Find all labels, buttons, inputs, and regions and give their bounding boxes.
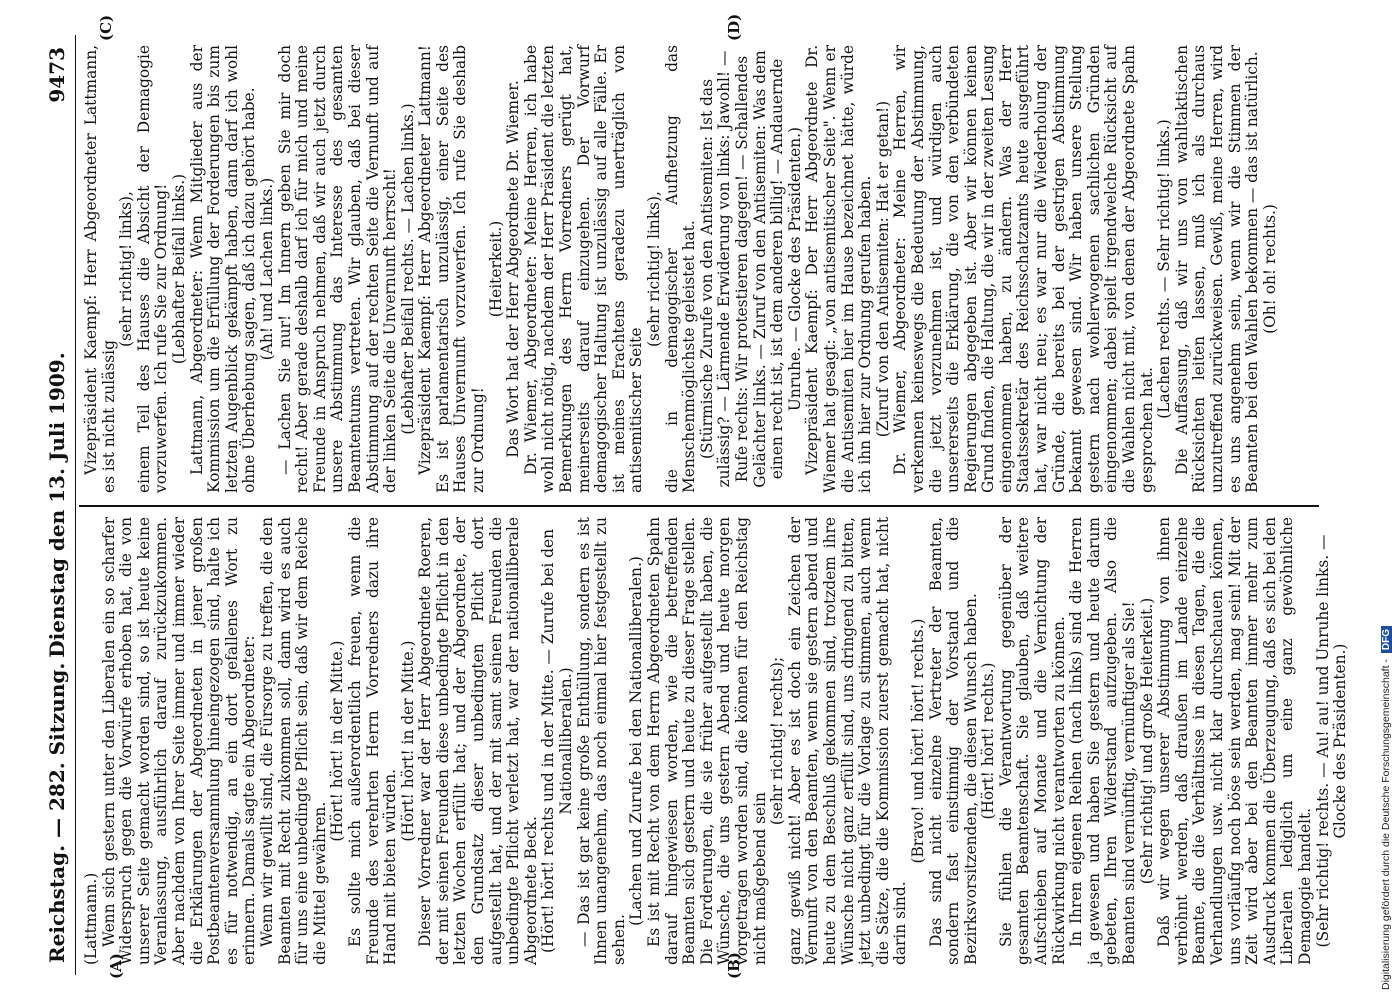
paragraph: Dr. Wiemer, Abgeordneter: Meine Herren, ich habe wohl nicht nötig, nachdem der Herr Präsident die letzten Bemerkungen des Herrn Vorredners gerügt hat, meinerseits darauf einzugehen. Der Vorwurf demagogischer Haltung ist unzulässig auf alle Fälle. Er ist meines Erachtens geradezu unerträglich von antisemitischer Seite (521, 45, 646, 493)
paragraph: Sie fühlen die Verantwortung gegenüber der gesamten Beamtenschaft. Sie glauben, daß weitere Aufschieben auf Monate und die Vernichtung der Rückwirkung nicht verantworten zu können. (996, 517, 1068, 965)
page-header (35, 35, 76, 975)
interjection: (Bravo! und hört! hört! rechts.) (908, 618, 927, 864)
interjection: (Sehr richtig! und große Heiterkeit.) (1137, 597, 1156, 885)
interjection: (Oh! oh! rechts.) (1260, 204, 1279, 334)
interjection: (Hört! hört! rechts.) (979, 662, 998, 820)
margin-mark-a: (A) (107, 953, 125, 979)
paragraph: Das sind nicht einzelne Vertreter der Beamten, sondern fast einstimmig der Vorstand und die Bezirksvorsitzenden, die diesen Wunsch haben. (926, 517, 980, 965)
interjection: (Lachen rechts. — Sehr richtig! links.) (1155, 119, 1174, 419)
interjection: (Hört! hört! in der Mitte.) (398, 640, 417, 842)
paragraph: — Das ist gar keine große Enthüllung, sondern es ist Ihnen unangenehm, das noch einmal hier festgestellt zu sehen. (574, 517, 628, 965)
paragraph: In Ihren eigenen Reihen (nach links) sind die Herren ja gewesen und haben Sie gestern und heute darum gebeten, Ihren Widerstand aufzugeben. Also die Beamten sind vernünftig, vernünftiger als Sie! (1067, 517, 1139, 965)
interjection: (sehr richtig! rechts); (768, 656, 787, 826)
interjection: (Lebhafter Beifall links.) (169, 173, 188, 365)
text-column-right (83, 45, 1313, 493)
paragraph: die in demagogischer Aufhetzung das Menschenmöglichste geleistet hat. (662, 45, 699, 493)
interjection: (sehr richtig! links), (117, 191, 136, 347)
interjection: (Lachen und Zurufe bei den Nationalliberalen.) (627, 556, 646, 926)
text-column-left (82, 517, 1350, 965)
paragraph: Es ist mit Recht von dem Herrn Abgeordneten Spahn darauf hingewiesen worden, wie die betreffenden Beamten sich gestern und heute zu dieser Frage stellen. Die Forderungen, die sie früher aufgestellt haben, die Wünsche, die uns gestern Abend und heute morgen vorgetragen worden sind, die können für den Reichstag nicht maßgebend sein (645, 517, 769, 965)
paragraph: — Lachen Sie nur! Im Innern geben Sie mir doch recht! Aber gerade deshalb darf ich für mich und meine Freunde in Anspruch nehmen, daß wir auch jetzt durch unsere Abstimmung das Interesse des gesamten Beamtentums vertreten. Wir glauben, daß bei dieser Abstimmung auf der rechten Seite die Vernunft und auf der linken Seite die Unvernunft herrscht! (275, 45, 400, 493)
speaker-running-head: (Lattmann.) (82, 872, 100, 965)
margin-mark-c: (C) (97, 14, 115, 41)
credit-text: Digitalisierung gefördert durch die Deutsche Forschungsgemeinschaft - (1380, 659, 1392, 990)
interjection: (sehr richtig! links), (645, 191, 663, 347)
page-number: 9473 (45, 47, 69, 103)
column-divider (79, 506, 1319, 508)
dfg-logo: DFG (1381, 626, 1392, 653)
interjection: (Ah! und Lachen links.) (257, 177, 276, 361)
paragraph: ganz gewiß nicht! Aber es ist doch ein Zeichen der Vernunft von den Beamten, wenn sie gestern abend und heute zu dem Beschluß gekommen sind, trotzdem ihre Wünsche nicht ganz erfüllt sind, uns dringend zu bitten, jetzt unbedingt für die Vorlage zu stimmen, auch wenn die Sätze, die die Kommission zuerst gemacht hat, nicht darin sind. (785, 517, 910, 965)
interjection: (Stürmische Zurufe von den Antisemiten: Ist das zulässig? — Lärmende Erwiderung von links: Jawohl! — Rufe rechts: Wir protestieren dagegen! — Schallendes Gelächter links. — Zuruf von den Antisemiten: Was dem einen recht ist, ist dem anderen billig! — Andauernde Unruhe. — Glocke des Präsidenten.) (697, 50, 804, 488)
paragraph: Vizepräsident Kaempf: Herr Abgeordneter Lattmann, es ist nicht zulässig (82, 45, 118, 493)
paragraph: Die Auffassung, daß wir uns von wahltaktischen Rücksichten leiten lassen, muß ich als durchaus unzutreffend zurückweisen. Gewiß, meine Herren, wird es uns angenehm sein, wenn wir die Stimmen der Beamten bei den Wahlen bekommen — das ist natürlich. (1172, 45, 1262, 493)
paragraph: einem Teil des Hauses die Absicht der Demagogie vorzuwerfen. Ich rufe Sie zur Ordnung! (134, 45, 171, 493)
interjection: (Hört! hört! in der Mitte.) (328, 640, 347, 842)
interjection: (Sehr richtig! rechts. — Au! au! und Unruhe links. — Glocke des Präsidenten.) (1313, 534, 1350, 948)
paragraph: Dieser Vorredner war der Herr Abgeordnete Roeren, der mit seinen Freunden diese unbedingte Pflicht in den letzten Wochen erfüllt hat; und der Abgeordnete, der den Grundsatz dieser unbedingten Pflicht dort aufgestellt hat, und der mit samt seinen Freunden die unbedingte Pflicht verletzt hat, war der nationalliberale Abgeordnete Beck. (416, 517, 540, 965)
interjection: (Heiterkeit.) (486, 220, 505, 318)
interjection: (Hört! hört! rechts und in der Mitte. — Zurufe bei den Nationalliberalen.) (539, 528, 576, 954)
interjection: (Lebhafter Beifall rechts. — Lachen links.) (398, 103, 417, 435)
margin-mark-d: (D) (725, 13, 743, 41)
paragraph: Vizepräsident Kaempf: Herr Abgeordneter Lattmann! Es ist parlamentarisch unzulässig, einer Seite des Hauses Unvernunft vorzuwerfen. Ich rufe Sie deshalb zur Ordnung! (416, 45, 488, 493)
rotated-page (35, 13, 1350, 979)
paragraph: Vizepräsident Kaempf: Der Herr Abgeordnete Dr. Wiemer hat gesagt: „von antisemitischer Seite". Wenn er die Antisemiten hier im Hause bezeichnet hätte, würde ich ihn hier zur Ordnung gerufen haben. (803, 45, 875, 493)
paragraph: Daß wir wegen unserer Abstimmung von ihnen verhöhnt werden, daß draußen im Lande einzelne Beamte, die die Verhältnisse in diesen Tagen, die die Verhandlungen usw. nicht klar durchschauen können, uns vorläufig noch böse sein werden, mag sein! Mit der Zeit wird aber bei den Beamten immer mehr zum Ausdruck kommen die Überzeugung, daß es sich bei den Liberalen lediglich um eine ganz gewöhnliche Demagogie handelt. (1155, 517, 1314, 965)
paragraph: Wenn sich gestern unter den Liberalen ein so scharfer Widerspruch gegen die Vorwürfe erhoben hat, die von unserer Seite gemacht worden sind, so ist heute keine Veranlassung, ausführlich darauf zurückzukommen. Aber nachdem von Ihrer Seite immer und immer wieder die Erklärungen der Abgeordneten in jener großen Postbeamtenversammlung hineingezogen sind, halte ich es für notwendig, an ein dort gefallenes Wort zu erinnern. Damals sagte ein Abgeordneter: (99, 517, 259, 965)
quotation: Es sollte mich außerordentlich freuen, wenn die Freunde des verehrten Herrn Vorredners dazu ihre Hand mit bieten würden. (345, 517, 400, 965)
paragraph: Lattmann, Abgeordneter: Wenn Mitglieder aus der Kommission um die Erfüllung der Forderungen bis zum letzten Augenblick gekämpft haben, dann darf ich wohl ohne Überhebung sagen, daß ich dazu gehört habe. (187, 45, 259, 493)
quotation: Wenn wir gewillt sind, die Fürsorge zu treffen, die den Beamten mit Recht zukommen soll, dann wird es auch für uns eine unbedingte Pflicht sein, daß wir dem Reiche die Mittel gewähren. (257, 517, 329, 965)
interjection: (Zuruf von den Antisemiten: Hat er getan!) (873, 100, 892, 438)
floor-announcement: Das Wort hat der Herr Abgeordnete Dr. Wiemer. (504, 80, 523, 458)
header-left: Reichstag. — 282. Sitzung. (45, 662, 69, 963)
paragraph: Dr. Wiemer, Abgeordneter: Meine Herren, wir verkennen keineswegs die Bedeutung der Abstimmung, die jetzt vorzunehmen ist, und würdigen auch unsererseits die Erklärung, die von den verbündeten Regierungen abgegeben ist. Aber wir können keinen Grund finden, die Haltung, die wir in der zweiten Lesung eingenommen haben, zu ändern. Was der Herr Staatssekretär des Reichsschatzamts heute ausgeführt hat, war nicht neu; es war nur die Wiederholung der Gründe, die bereits bei der gestrigen Abstimmung bekannt gewesen sind. Wir haben unsere Stellung gestern nach wohlerwogenen sachlichen Gründen eingenommen; dabei spielt irgendwelche Rücksicht auf die Wahlen nicht mit, von denen der Abgeordnete Spahn gesprochen hat. (891, 45, 1156, 493)
digitization-credit (1380, 626, 1392, 990)
margin-mark-b: (B) (725, 952, 743, 979)
header-date: Dienstag den 13. Juli 1909. (45, 352, 69, 658)
